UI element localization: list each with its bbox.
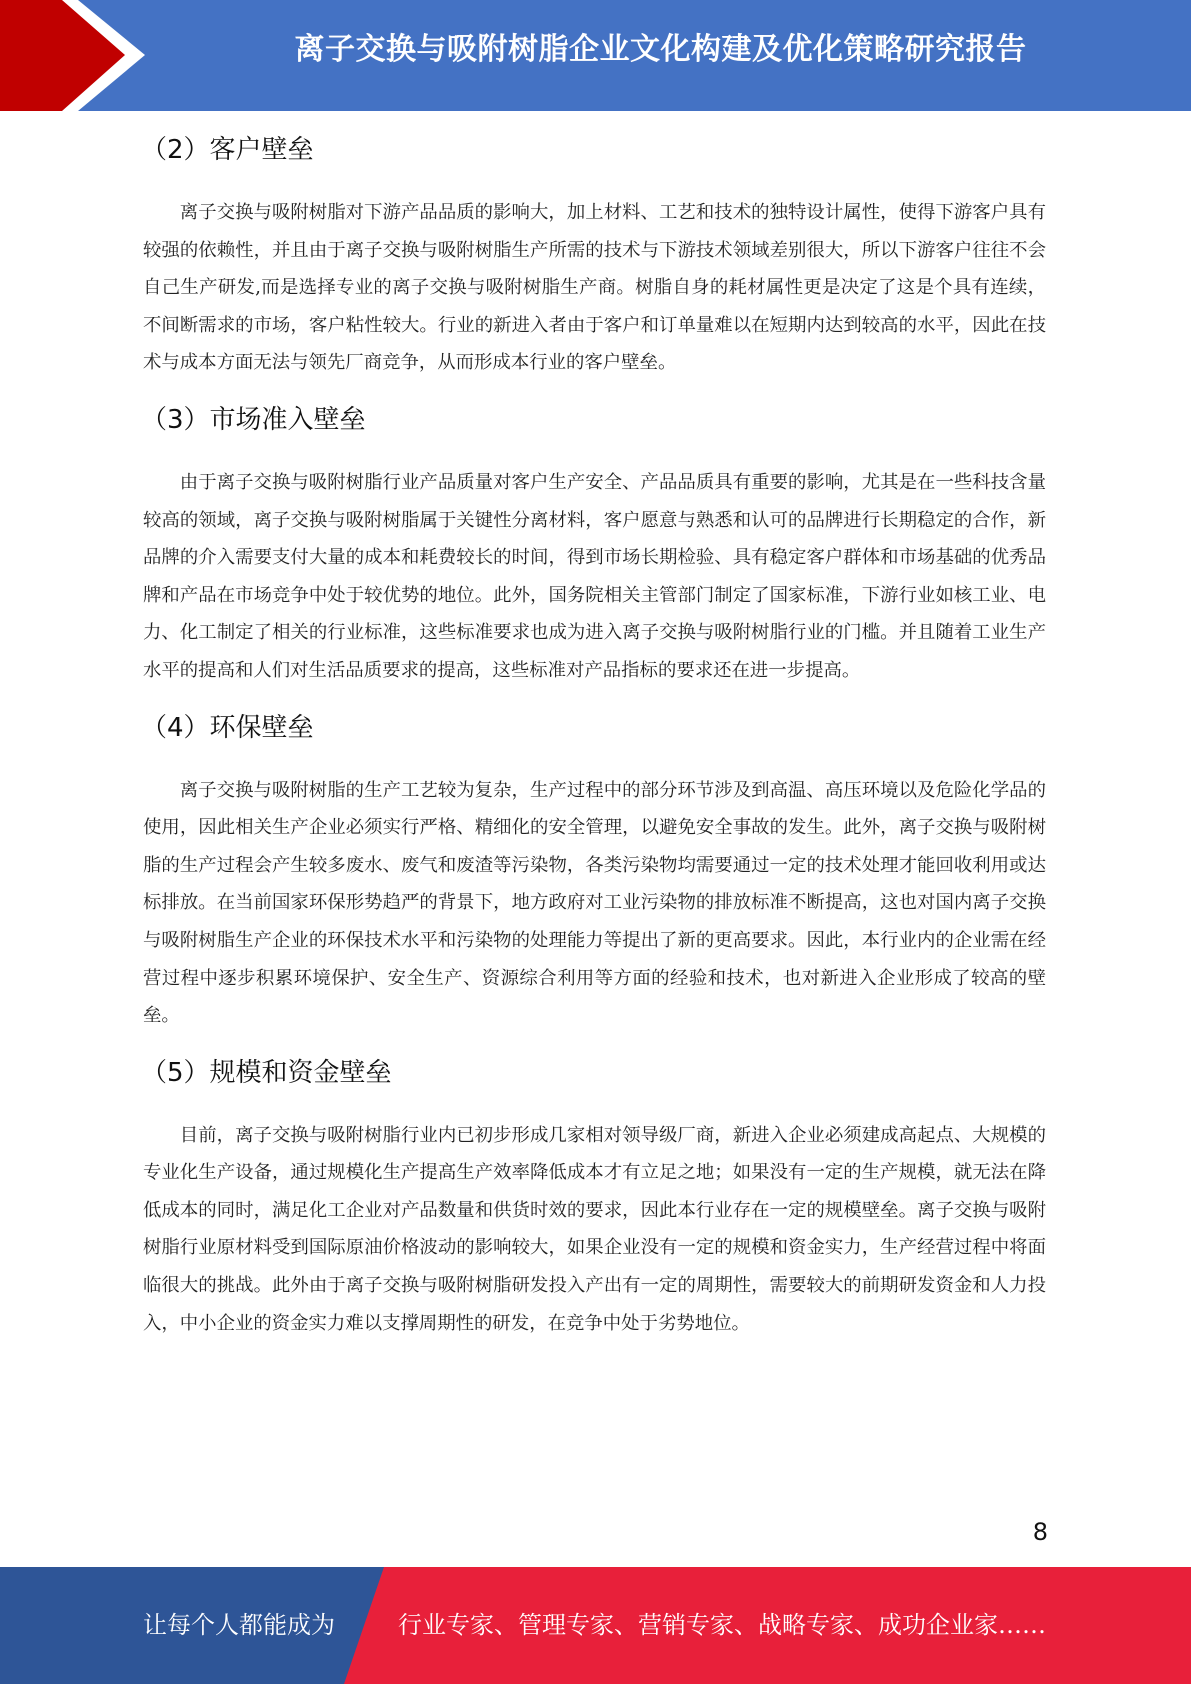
section-heading: （4）环保壁垒 <box>141 712 314 743</box>
section-paragraph: 离子交换与吸附树脂对下游产品品质的影响大，加上材料、工艺和技术的独特设计属性，使得下游客户具有较强的依赖性，并且由于离子交换与吸附树脂生产所需的技术与下游技术领域差别很大，所以下游客户往往不会自己生产研发,而是选择专业的离子交换与吸附树脂生产商。树脂自身的耗材属性更是决定了这是个具有连续，不间断需求的市场，客户粘性较大。行业的新进入者由于客户和订单量难以在短期内达到较高的水平，因此在技术与成本方面无法与领先厂商竞争，从而形成本行业的客户壁垒。 <box>143 202 1046 374</box>
section-market-access-barrier <box>143 398 1046 690</box>
section-scale-capital-barrier <box>143 1051 1046 1343</box>
page-footer <box>0 1567 1191 1684</box>
section-customer-barrier <box>143 128 1046 382</box>
main-content <box>143 128 1046 1358</box>
document-title: 离子交换与吸附树脂企业文化构建及优化策略研究报告 <box>294 32 1027 67</box>
page-number: 8 <box>1032 1518 1048 1546</box>
header-red-chevron-decoration <box>0 0 160 111</box>
section-heading: （5）规模和资金壁垒 <box>141 1057 392 1088</box>
section-environmental-barrier <box>143 706 1046 1035</box>
section-paragraph: 由于离子交换与吸附树脂行业产品质量对客户生产安全、产品品质具有重要的影响，尤其是在一些科技含量较高的领域，离子交换与吸附树脂属于关键性分离材料，客户愿意与熟悉和认可的品牌进行长期稳定的合作，新品牌的介入需要支付大量的成本和耗费较长的时间，得到市场长期检验、具有稳定客户群体和市场基础的优秀品牌和产品在市场竞争中处于较优势的地位。此外，国务院相关主管部门制定了国家标准，下游行业如核工业、电力、化工制定了相关的行业标准，这些标准要求也成为进入离子交换与吸附树脂行业的门槛。并且随着工业生产水平的提高和人们对生活品质要求的提高，这些标准对产品指标的要求还在进一步提高。 <box>143 471 1046 681</box>
footer-slogan-left: 让每个人都能成为 <box>143 1611 335 1639</box>
section-heading: （3）市场准入壁垒 <box>141 404 366 435</box>
footer-slogan-right: 行业专家、管理专家、营销专家、战略专家、成功企业家…… <box>398 1611 1046 1639</box>
section-paragraph: 目前，离子交换与吸附树脂行业内已初步形成几家相对领导级厂商，新进入企业必须建成高起点、大规模的专业化生产设备，通过规模化生产提高生产效率降低成本才有立足之地；如果没有一定的生产规模，就无法在降低成本的同时，满足化工企业对产品数量和供货时效的要求，因此本行业存在一定的规模壁垒。离子交换与吸附树脂行业原材料受到国际原油价格波动的影响较大，如果企业没有一定的规模和资金实力，生产经营过程中将面临很大的挑战。此外由于离子交换与吸附树脂研发投入产出有一定的周期性，需要较大的前期研发资金和人力投入，中小企业的资金实力难以支撑周期性的研发，在竞争中处于劣势地位。 <box>143 1124 1046 1334</box>
section-heading: （2）客户壁垒 <box>141 135 314 165</box>
page-header <box>0 0 1191 111</box>
section-paragraph: 离子交换与吸附树脂的生产工艺较为复杂，生产过程中的部分环节涉及到高温、高压环境以及危险化学品的使用，因此相关生产企业必须实行严格、精细化的安全管理，以避免安全事故的发生。此外，离子交换与吸附树脂的生产过程会产生较多废水、废气和废渣等污染物，各类污染物均需要通过一定的技术处理才能回收利用或达标排放。在当前国家环保形势趋严的背景下，地方政府对工业污染物的排放标准不断提高，这也对国内离子交换与吸附树脂生产企业的环保技术水平和污染物的处理能力等提出了新的更高要求。因此，本行业内的企业需在经营过程中逐步积累环境保护、安全生产、资源综合利用等方面的经验和技术，也对新进入企业形成了较高的壁垒。 <box>143 779 1046 1027</box>
